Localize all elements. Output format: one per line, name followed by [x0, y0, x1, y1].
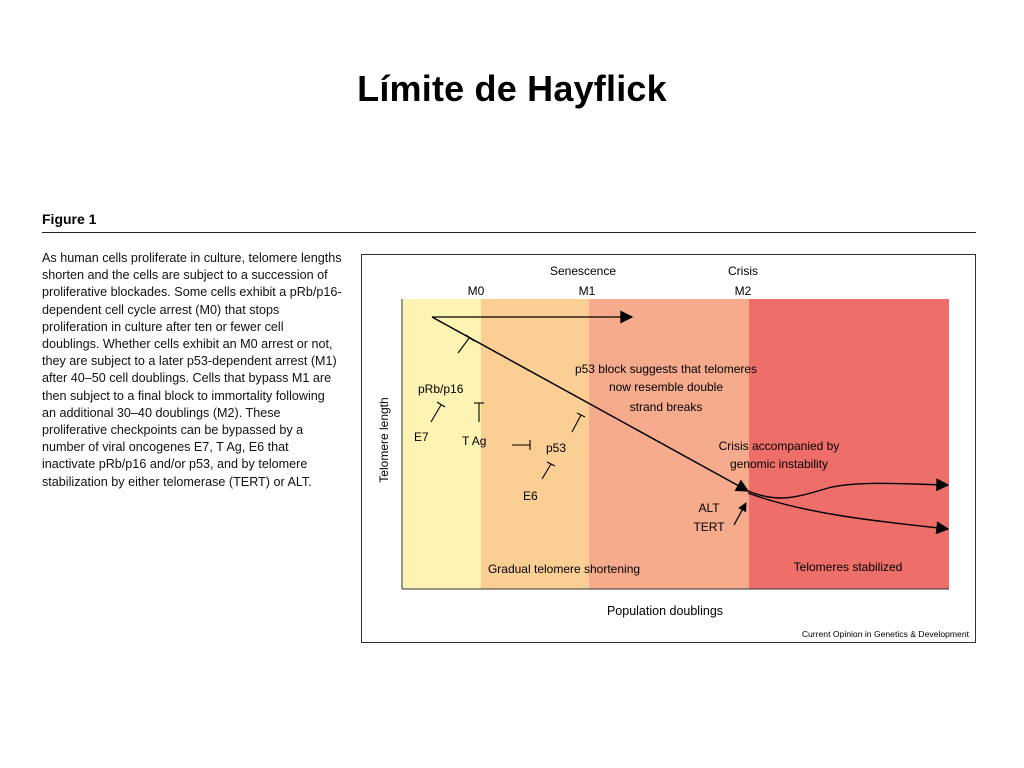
label-m0: M0: [467, 284, 485, 298]
label-m1: M1: [578, 284, 596, 298]
p53-block-note-1: p53 block suggests that telomeres: [574, 362, 758, 376]
figure-panel: [361, 254, 976, 643]
y-axis-label: Telomere length: [377, 397, 391, 483]
figure-divider: [42, 232, 976, 233]
label-tag: T Ag: [462, 434, 487, 448]
label-e6: E6: [523, 489, 538, 503]
figure-caption: As human cells proliferate in culture, telomere lengths shorten and the cells are subject to a succession of proliferative blockades. Some cells exhibit a pRb/p16-dependent cell cycle arrest (M0) that stops proliferation in culture after ten or fewer cell doublings. Whether cells exhibit an M0 arrest or not, they are subject to a later p53-dependent arrest (M1) after 40–50 cell doublings. Cells that bypass M1 are then subject to a final block to immortality following an additional 30–40 doublings (M2). These proliferative checkpoints can be bypassed by a number of viral oncogenes E7, T Ag, E6 that inactivate pRb/p16 and/or p53, and by telomere stabilization by either telomerase (TERT) or ALT.: [42, 251, 342, 489]
crisis-note-2: genomic instability: [729, 457, 829, 471]
p53-block-note-3: strand breaks: [629, 400, 703, 414]
hayflick-diagram: [362, 255, 977, 644]
label-alt: ALT: [698, 501, 720, 515]
p53-block-note-2: now resemble double: [608, 380, 724, 394]
label-telomeres-stabilized: Telomeres stabilized: [793, 560, 903, 574]
label-tert: TERT: [693, 520, 725, 534]
label-gradual-shortening: Gradual telomere shortening: [487, 562, 641, 576]
source-credit: Current Opinion in Genetics & Development: [801, 629, 969, 639]
crisis-note-1: Crisis accompanied by: [718, 439, 840, 453]
label-p53: p53: [546, 441, 567, 455]
x-axis-label: Population doublings: [606, 604, 724, 618]
zone-m0-m1: [481, 299, 589, 589]
figure-label: Figure 1: [42, 211, 97, 227]
label-senescence: Senescence: [549, 264, 617, 278]
slide-title: Límite de Hayflick: [357, 68, 667, 109]
label-crisis: Crisis: [728, 264, 758, 278]
label-m2: M2: [734, 284, 752, 298]
label-e7: E7: [414, 430, 429, 444]
label-prb-p16: pRb/p16: [418, 382, 464, 396]
